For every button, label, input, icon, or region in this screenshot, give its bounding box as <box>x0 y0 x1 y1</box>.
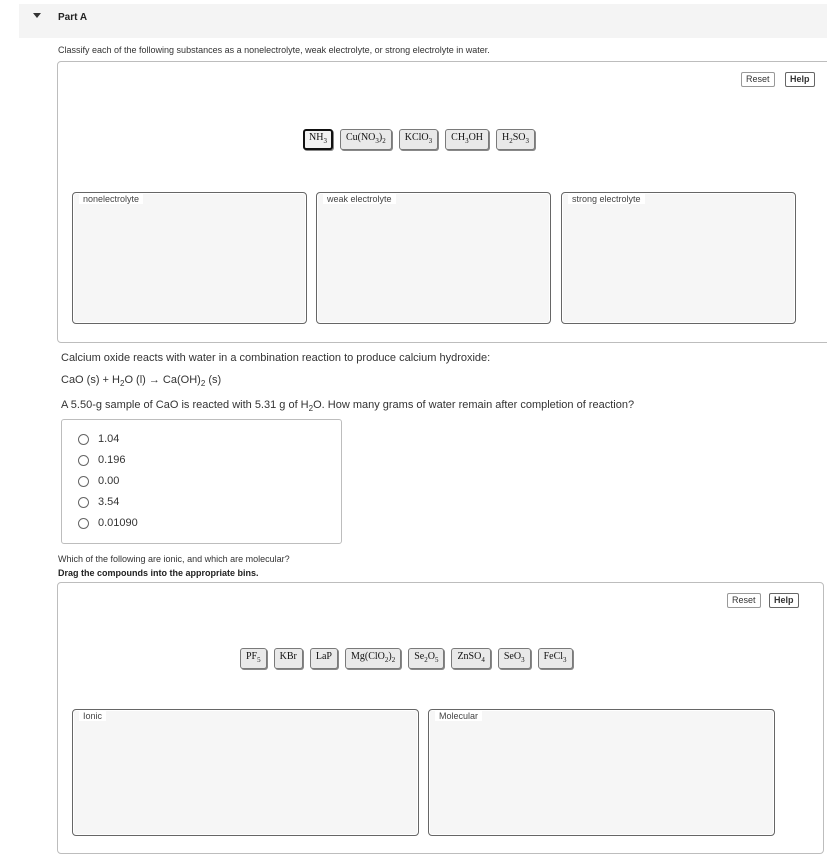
token-pf5[interactable]: $PF_5$ <box>240 648 267 669</box>
token-se2o5[interactable]: $Se_2O_5$ <box>408 648 444 669</box>
part-a-title: Part A <box>58 12 88 23</box>
token-nh3[interactable]: $NH_3$ <box>303 129 333 150</box>
part-a-token-tray <box>303 129 535 150</box>
q3-prompt: Which of the following are ionic, and which are molecular? <box>58 554 290 564</box>
token-mg-clo2-2[interactable]: $Mg(ClO_2)_2$ <box>345 648 401 669</box>
q2-choices-box <box>61 419 342 544</box>
token-kclo3[interactable]: KClO$_3$ <box>399 129 438 150</box>
bin-label: Molecular <box>435 711 482 721</box>
choice-option[interactable] <box>78 496 119 508</box>
choice-option[interactable] <box>78 433 119 445</box>
token-ch3oh[interactable]: $CH_3OH$ <box>445 129 489 150</box>
choice-label: 0.196 <box>98 454 126 466</box>
radio-button[interactable] <box>78 497 89 508</box>
bin-ionic[interactable] <box>72 709 419 836</box>
q2-intro: Calcium oxide reacts with water in a combination reaction to produce calcium hydroxide: <box>61 352 491 364</box>
token-lap[interactable]: LaP <box>310 648 338 669</box>
bin-label: Ionic <box>79 711 106 721</box>
choice-option[interactable] <box>78 454 126 466</box>
collapse-caret-icon[interactable] <box>33 13 41 18</box>
q3-help-button[interactable]: Help <box>769 593 799 608</box>
choice-option[interactable] <box>78 475 119 487</box>
choice-label: 0.01090 <box>98 517 138 529</box>
bin-molecular[interactable] <box>428 709 775 836</box>
token-fecl3[interactable]: FeCl$_3$ <box>538 648 573 669</box>
q3-instruction: Drag the compounds into the appropriate bins. <box>58 568 259 578</box>
bin-label: strong electrolyte <box>568 194 645 204</box>
q3-token-tray <box>240 648 573 669</box>
radio-button[interactable] <box>78 455 89 466</box>
radio-button[interactable] <box>78 518 89 529</box>
part-a-instruction: Classify each of the following substances as a nonelectrolyte, weak electrolyte, or strong electrolyte in water. <box>58 45 490 55</box>
q2-equation: CaO $(s) + H_2O$ $(l) \to Ca(OH)_2$ (s) <box>61 374 222 389</box>
q3-reset-button[interactable]: Reset <box>727 593 761 608</box>
choice-label: 0.00 <box>98 475 120 487</box>
choice-label: 1.04 <box>98 433 120 445</box>
part-a-help-button[interactable]: Help <box>785 72 815 87</box>
token-seo3[interactable]: SeO$_3$ <box>498 648 531 669</box>
token-kbr[interactable]: KBr <box>274 648 303 669</box>
bin-label: nonelectrolyte <box>79 194 143 204</box>
token-znso4[interactable]: ZnSO$_4$ <box>451 648 490 669</box>
radio-button[interactable] <box>78 476 89 487</box>
bin-nonelectrolyte[interactable] <box>72 192 307 324</box>
token-h2so3[interactable]: $H_2SO_3$ <box>496 129 535 150</box>
part-a-header[interactable] <box>19 4 827 38</box>
bin-strong-electrolyte[interactable] <box>561 192 796 324</box>
token-cu-no3-2[interactable]: $Cu(NO_3)_2$ <box>340 129 392 150</box>
bin-weak-electrolyte[interactable] <box>316 192 551 324</box>
radio-button[interactable] <box>78 434 89 445</box>
part-a-reset-button[interactable]: Reset <box>741 72 775 87</box>
choice-option[interactable] <box>78 517 138 529</box>
q2-question: A 5.50-g sample of CaO is reacted with 5.31 g of $H_2O$. How many grams of water remain after completion of reaction? <box>61 399 635 414</box>
bin-label: weak electrolyte <box>323 194 396 204</box>
choice-label: 3.54 <box>98 496 120 508</box>
